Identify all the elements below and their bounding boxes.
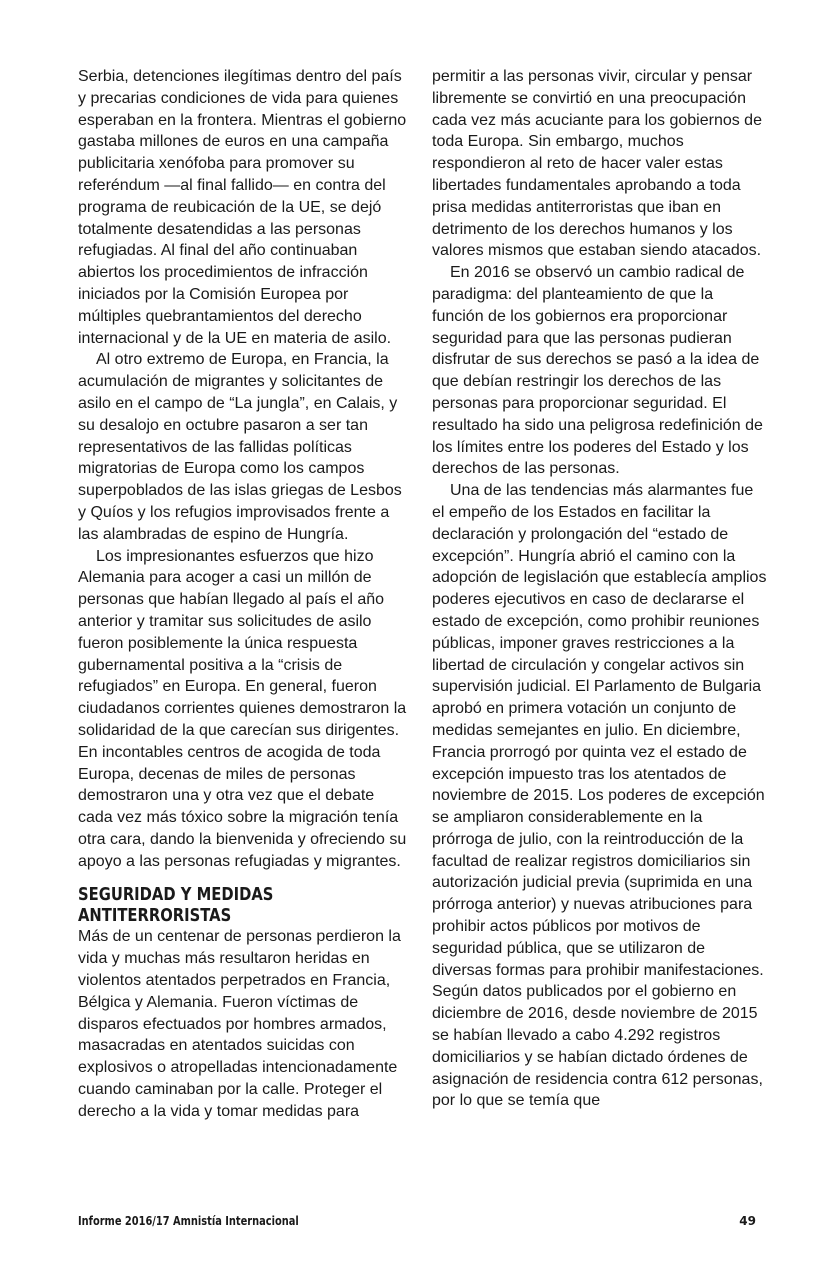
paragraph: permitir a las personas vivir, circular y pensar libremente se convirtió en una preocupación cada vez más acuciante para los gobiernos de toda Europa. Sin embargo, muchos respondieron al reto de hacer valer estas libertades fundamentales aprobando a toda prisa medidas antiterroristas que iban en detrimento de los derechos humanos y los valores mismos que estaban siendo atacados. <box>432 68 762 260</box>
left-column <box>78 66 408 1123</box>
paragraph: Una de las tendencias más alarmantes fue el empeño de los Estados en facilitar la declaración y prolongación del “estado de excepción”. Hungría abrió el camino con la adopción de legislación que establecía amplios poderes ejecutivos en caso de declararse el estado de excepción, como prohibir reuniones públicas, imponer graves restricciones a la libertad de circulación y congelar activos sin supervisión judicial. El Parlamento de Bulgaria aprobó en primera votación un conjunto de medidas semejantes en julio. En diciembre, Francia prorrogó por quinta vez el estado de excepción impuesto tras los atentados de noviembre de 2015. Los poderes de excepción se ampliaron considerablemente en la prórroga de julio, con la reintroducción de la facultad de realizar registros domiciliarios sin autorización judicial previa (suprimida en una prórroga anterior) y nuevas atribuciones para prohibir actos públicos por motivos de seguridad pública, que se utilizaron de diversas formas para prohibir manifestaciones. Según datos publicados por el gobierno en diciembre de 2016, desde noviembre de 2015 se habían llevado a cabo 4.292 registros domiciliarios y se habían dictado órdenes de asignación de residencia contra 612 personas, por lo que se temía que <box>432 482 767 1110</box>
paragraph: Más de un centenar de personas perdieron la vida y muchas más resultaron heridas en violentos atentados perpetrados en Francia, Bélgica y Alemania. Fueron víctimas de disparos efectuados por hombres armados, masacradas en atentados suicidas con explosivos o atropelladas intencionadamente cuando caminaban por la calle. Proteger el derecho a la vida y tomar medidas para <box>78 928 401 1120</box>
right-column <box>432 66 767 1112</box>
paragraph: Al otro extremo de Europa, en Francia, la acumulación de migrantes y solicitantes de asilo en el campo de “La jungla”, en Calais, y su desalojo en octubre pasaron a ser tan representativos de las fallidas políticas migratorias de Europa como los campos superpoblados de las islas griegas de Lesbos y Quíos y los refugios improvisados frente a las alambradas de espino de Hungría. <box>78 351 402 543</box>
page-number: 49 <box>739 1214 756 1228</box>
section-heading: SEGURIDAD Y MEDIDAS ANTITERRORISTAS <box>78 884 274 927</box>
footer-title: Informe 2016/17 Amnistía Internacional <box>78 1214 299 1228</box>
paragraph: Los impresionantes esfuerzos que hizo Alemania para acoger a casi un millón de personas que habían llegado al país el año anterior y tramitar sus solicitudes de asilo fueron posiblemente la única respuesta gubernamental positiva a la “crisis de refugiados” en Europa. En general, fueron ciudadanos corrientes quienes demostraron la solidaridad de la que carecían sus dirigentes. En incontables centros de acogida de toda Europa, decenas de miles de personas demostraron una y otra vez que el debate cada vez más tóxico sobre la migración tenía otra cara, dando la bienvenida y ofreciendo su apoyo a las personas refugiadas y migrantes. <box>78 547 407 870</box>
paragraph: En 2016 se observó un cambio radical de paradigma: del planteamiento de que la función de los gobiernos era proporcionar seguridad para que las personas pudieran disfrutar de sus derechos se pasó a la idea de que debían restringir los derechos de las personas para proporcionar seguridad. El resultado ha sido una peligrosa redefinición de los límites entre los poderes del Estado y los derechos de las personas. <box>432 264 763 478</box>
paragraph: Serbia, detenciones ilegítimas dentro del país y precarias condiciones de vida para quienes esperaban en la frontera. Mientras el gobierno gastaba millones de euros en una campaña publicitaria xenófoba para promover su referéndum —al final fallido— en contra del programa de reubicación de la UE, se dejó totalmente desatendidas a las personas refugiadas. Al final del año continuaban abiertos los procedimientos de infracción iniciados por la Comisión Europea por múltiples quebrantamientos del derecho internacional y de la UE en materia de asilo. <box>78 68 407 347</box>
